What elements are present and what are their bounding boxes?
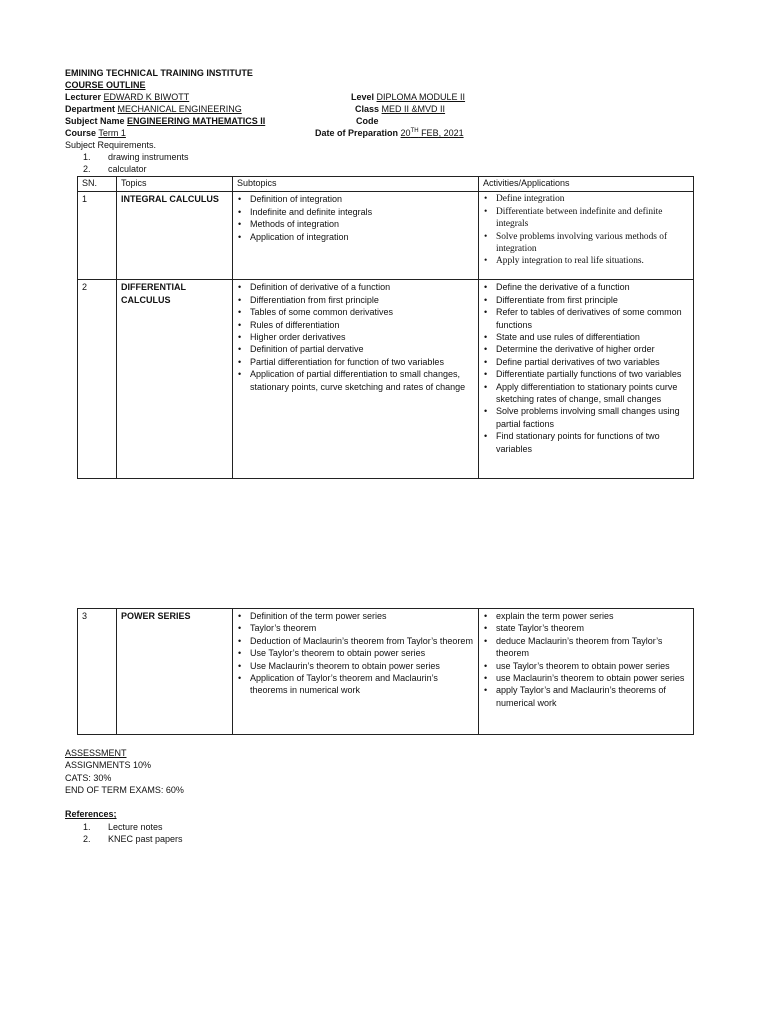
institute-name: EMINING TECHNICAL TRAINING INSTITUTE — [65, 68, 253, 78]
list-item: • Application of partial differentiation to small changes, stationary points, curve sketching and rates of change — [237, 368, 474, 393]
table-header-row — [78, 177, 694, 192]
requirements-list — [65, 151, 189, 176]
department-line: Department MECHANICAL ENGINEERING — [65, 104, 242, 114]
requirements-title: Subject Requirements. — [65, 140, 157, 150]
row-subtopics — [233, 280, 479, 479]
references-list — [65, 821, 183, 846]
row-topic: INTEGRAL CALCULUS — [117, 192, 233, 280]
list-item: • Determine the derivative of higher order — [483, 343, 689, 355]
list-item: • Methods of integration — [237, 218, 474, 230]
list-item: • Differentiate from first principle — [483, 294, 689, 306]
list-item: • Differentiation from first principle — [237, 294, 474, 306]
list-item: 1. drawing instruments — [83, 152, 189, 162]
list-item: • state Taylor’s theorem — [483, 622, 689, 634]
list-item: • Application of integration — [237, 231, 474, 243]
list-item: • Tables of some common derivatives — [237, 306, 474, 318]
col-header-activities: Activities/Applications — [479, 177, 694, 192]
class-line: Class MED II &MVD II — [355, 104, 446, 114]
list-item: 2. KNEC past papers — [83, 834, 183, 845]
row-subtopics — [233, 609, 479, 735]
list-item: • use Maclaurin’s theorem to obtain power series — [483, 672, 689, 684]
course-table — [77, 176, 694, 479]
list-item: • Differentiate partially functions of two variables — [483, 368, 689, 380]
list-item: • Taylor’s theorem — [237, 622, 474, 634]
col-header-topics: Topics — [117, 177, 233, 192]
list-item: • Definition of partial dervative — [237, 343, 474, 355]
list-item: • explain the term power series — [483, 610, 689, 622]
row-sn: 1 — [78, 192, 117, 280]
list-item: • Define partial derivatives of two variables — [483, 356, 689, 368]
list-item: • Define the derivative of a function — [483, 281, 689, 293]
list-item: • Solve problems involving small changes using partial factions — [483, 405, 689, 430]
list-item: • Refer to tables of derivatives of some common functions — [483, 306, 689, 331]
list-item: • Solve problems involving various methods of integration — [483, 231, 689, 256]
list-item: • Apply integration to real life situations. — [483, 255, 689, 267]
assessment-line: CATS: 30% — [65, 772, 112, 783]
row-activities — [479, 609, 694, 735]
col-header-subtopics: Subtopics — [233, 177, 479, 192]
row-topic: POWER SERIES — [117, 609, 233, 735]
row-activities — [479, 192, 694, 280]
list-item: • Use Taylor’s theorem to obtain power series — [237, 647, 474, 659]
assessment-line: ASSIGNMENTS 10% — [65, 760, 152, 771]
list-item: • Application of Taylor’s theorem and Maclaurin’s theorems in numerical work — [237, 672, 474, 697]
list-item: • Differentiate between indefinite and definite integrals — [483, 206, 689, 231]
course-line: Course Term 1 — [65, 128, 126, 138]
list-item: • State and use rules of differentiation — [483, 331, 689, 343]
level-line: Level DIPLOMA MODULE II — [351, 92, 466, 102]
references-title: References; — [65, 809, 117, 819]
list-item: • Definition of integration — [237, 193, 474, 205]
list-item: • apply Taylor’s and Maclaurin’s theorems of numerical work — [483, 684, 689, 709]
col-header-sn: SN. — [78, 177, 117, 192]
assessment-line: END OF TERM EXAMS: 60% — [65, 784, 184, 795]
course-table-continued — [77, 608, 694, 735]
date-of-preparation: Date of Preparation 20TH FEB, 2021 — [315, 128, 464, 138]
row-sn: 2 — [78, 280, 117, 479]
list-item: • Rules of differentiation — [237, 319, 474, 331]
row-subtopics — [233, 192, 479, 280]
row-topic: DIFFERENTIAL CALCULUS — [117, 280, 233, 479]
subject-line: Subject Name ENGINEERING MATHEMATICS II — [65, 116, 266, 126]
list-item: • Definition of the term power series — [237, 610, 474, 622]
assessment-title: ASSESSMENT — [65, 748, 127, 758]
row-sn: 3 — [78, 609, 117, 735]
list-item: 1. Lecture notes — [83, 822, 163, 832]
list-item: • Find stationary points for functions of two variables — [483, 430, 689, 455]
list-item: • Definition of derivative of a function — [237, 281, 474, 293]
list-item: • Define integration — [483, 193, 689, 205]
lecturer-line: Lecturer EDWARD K BIWOTT — [65, 92, 190, 102]
list-item: • Higher order derivatives — [237, 331, 474, 343]
table-row — [78, 280, 694, 479]
list-item: • Use Maclaurin’s theorem to obtain power series — [237, 660, 474, 672]
list-item: • Indefinite and definite integrals — [237, 206, 474, 218]
list-item: • deduce Maclaurin’s theorem from Taylor’s theorem — [483, 635, 689, 660]
code-line: Code — [356, 116, 379, 126]
row-activities — [479, 280, 694, 479]
assessment-section — [65, 747, 184, 796]
table-row — [78, 192, 694, 280]
table-row — [78, 609, 694, 735]
list-item: • use Taylor’s theorem to obtain power series — [483, 660, 689, 672]
list-item: • Partial differentiation for function of two variables — [237, 356, 474, 368]
list-item: 2. calculator — [83, 164, 147, 175]
course-outline-title: COURSE OUTLINE — [65, 80, 146, 90]
list-item: • Deduction of Maclaurin’s theorem from Taylor’s theorem — [237, 635, 474, 647]
list-item: • Apply differentiation to stationary points curve sketching rates of change, small changes — [483, 381, 689, 406]
